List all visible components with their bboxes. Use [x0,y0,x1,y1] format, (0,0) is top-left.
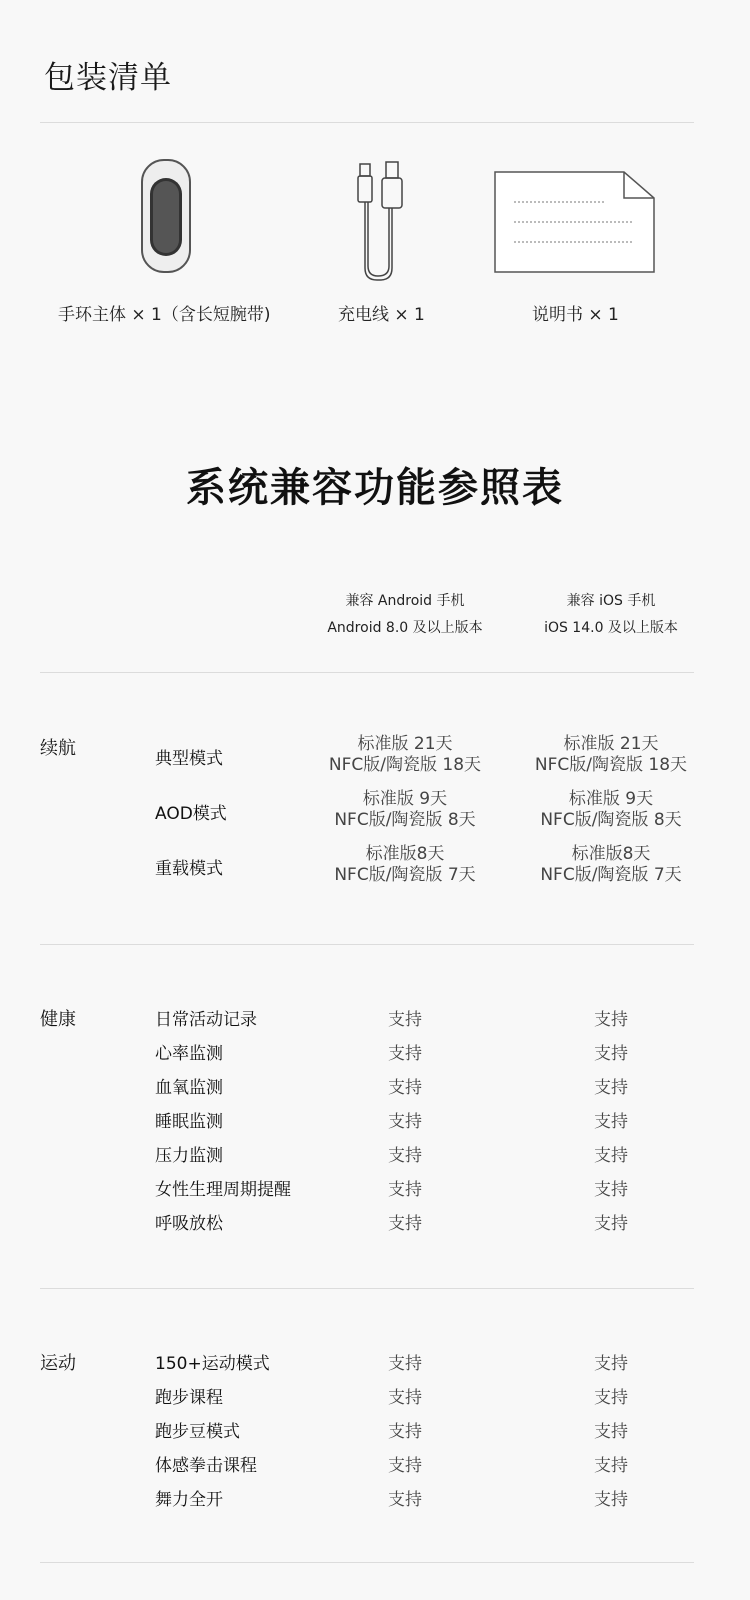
category-sports: 运动 [40,1353,76,1374]
cell-line: 标准版8天 [365,844,445,864]
cell-line: NFC版/陶瓷版 18天 [534,755,688,775]
table-cell: 支持 [388,1422,422,1442]
table-cell [506,844,716,886]
table-cell: 支持 [594,1112,628,1132]
divider [40,1562,694,1563]
cell-line: 标准版 9天 [362,789,448,809]
feature-label: 舞力全开 [155,1490,223,1510]
cell-line: NFC版/陶瓷版 7天 [540,865,682,885]
cell-line: 标准版8天 [571,844,651,864]
feature-label: 呼吸放松 [155,1214,223,1234]
table-cell: 支持 [388,1146,422,1166]
feature-label: 血氧监测 [155,1078,223,1098]
table-cell [300,789,510,831]
feature-label: 跑步豆模式 [155,1422,240,1442]
table-cell: 支持 [594,1388,628,1408]
divider [40,122,694,123]
table-cell: 支持 [388,1010,422,1030]
cell-line: NFC版/陶瓷版 8天 [334,810,476,830]
table-cell: 支持 [388,1044,422,1064]
feature-label: 日常活动记录 [155,1010,257,1030]
category-battery: 续航 [40,738,76,759]
feature-label: 150+运动模式 [155,1354,270,1374]
feature-label: 体感拳击课程 [155,1456,257,1476]
column-header-ios [506,588,716,642]
category-health: 健康 [40,1009,76,1030]
table-cell: 支持 [594,1078,628,1098]
table-cell: 支持 [388,1388,422,1408]
table-cell [300,844,510,886]
feature-label: 压力监测 [155,1146,223,1166]
table-cell: 支持 [594,1146,628,1166]
column-header-line: 兼容 Android 手机 [345,593,465,609]
table-cell [506,789,716,831]
cell-line: NFC版/陶瓷版 7天 [334,865,476,885]
table-cell: 支持 [594,1354,628,1374]
band-icon [136,150,196,284]
package-item-label: 充电线 × 1 [338,305,425,325]
table-cell: 支持 [594,1422,628,1442]
table-cell: 支持 [388,1078,422,1098]
feature-label: 女性生理周期提醒 [155,1180,291,1200]
table-cell: 支持 [594,1010,628,1030]
compat-table-title: 系统兼容功能参照表 [186,465,564,511]
table-cell [506,734,716,776]
feature-label: 典型模式 [155,749,223,769]
column-header-line: iOS 14.0 及以上版本 [544,620,678,636]
table-cell: 支持 [388,1112,422,1132]
feature-label: 睡眠监测 [155,1112,223,1132]
feature-label: AOD模式 [155,804,227,824]
table-cell: 支持 [594,1180,628,1200]
table-cell [300,734,510,776]
cell-line: 标准版 9天 [568,789,654,809]
table-cell: 支持 [594,1456,628,1476]
cell-line: 标准版 21天 [563,734,659,754]
feature-label: 跑步课程 [155,1388,223,1408]
table-cell: 支持 [388,1456,422,1476]
feature-label: 心率监测 [155,1044,223,1064]
table-cell: 支持 [594,1214,628,1234]
packing-list-title: 包装清单 [44,60,172,96]
table-cell: 支持 [594,1044,628,1064]
cell-line: NFC版/陶瓷版 8天 [540,810,682,830]
divider [40,1288,694,1289]
cell-line: 标准版 21天 [357,734,453,754]
divider [40,944,694,945]
table-cell: 支持 [388,1180,422,1200]
charging-cable-icon [352,158,412,292]
manual-icon [494,170,656,278]
table-cell: 支持 [388,1490,422,1510]
table-cell: 支持 [388,1214,422,1234]
column-header-line: 兼容 iOS 手机 [566,593,656,609]
divider [40,672,694,673]
table-cell: 支持 [388,1354,422,1374]
cell-line: NFC版/陶瓷版 18天 [328,755,482,775]
package-item-label: 说明书 × 1 [532,305,619,325]
table-cell: 支持 [594,1490,628,1510]
package-item-label: 手环主体 × 1（含长短腕带) [58,305,271,325]
feature-label: 重载模式 [155,859,223,879]
column-header-android [300,588,510,642]
column-header-line: Android 8.0 及以上版本 [327,620,483,636]
